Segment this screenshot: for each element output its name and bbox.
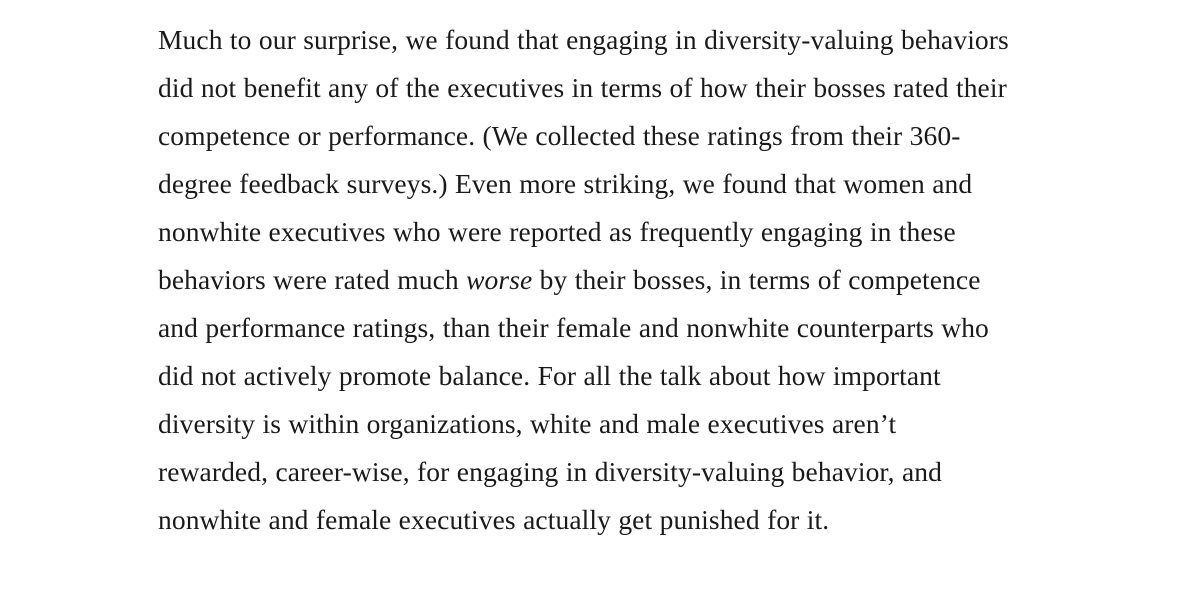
paragraph-segment-emphasis: worse xyxy=(466,264,533,295)
paragraph-segment-1: Much to our surprise, we found that engaging in diversity-valuing behaviors did not benefit any of the executives in terms of how their bosses rated their competence or performance. (We collected these ratings from their 360-degree feedback surveys.) Even more striking, we found that women and nonwhite executives who were reported as frequently engaging in these behaviors were rated much xyxy=(158,24,1009,295)
body-paragraph xyxy=(158,16,1013,544)
paragraph-segment-3: by their bosses, in terms of competence and performance ratings, than their female and nonwhite counterparts who did not actively promote balance. For all the talk about how important diversity is within organizations, white and male executives aren’t rewarded, career-wise, for engaging in diversity-valuing behavior, and nonwhite and female executives actually get punished for it. xyxy=(158,264,989,535)
article-body xyxy=(158,16,1013,544)
